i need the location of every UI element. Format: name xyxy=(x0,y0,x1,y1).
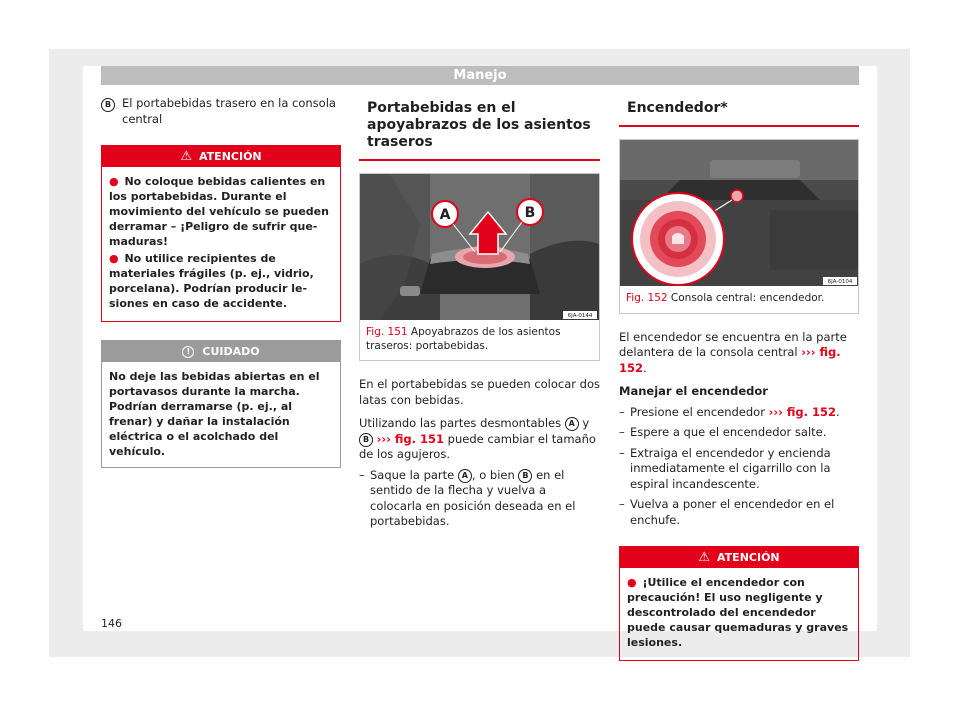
figure-caption: Fig. 152 Consola central: encendedor. xyxy=(626,292,825,304)
column-3 xyxy=(619,96,859,661)
figure-151 xyxy=(359,173,600,361)
step-item: – Extraiga el encendedor y encienda inmediatamente el cigarrillo con la espiral incandescente. xyxy=(619,445,831,491)
badge-b: B xyxy=(359,433,373,447)
badge-b: B xyxy=(518,469,532,483)
warning-title: ATENCIÓN xyxy=(717,551,780,564)
caution-header xyxy=(102,341,340,362)
figure-link[interactable]: ››› fig. 152 xyxy=(768,404,836,419)
warning-box xyxy=(101,145,341,322)
badge-a: A xyxy=(458,469,472,483)
step-item: – Presione el encendedor ››› fig. 152. xyxy=(619,404,840,419)
paragraph: Utilizando las partes desmontables A y B ››› fig. 151 puede cambiar el tamaño de los agujeros. xyxy=(359,416,596,461)
warning-icon: ⚠ xyxy=(180,149,193,164)
warning-header xyxy=(102,146,340,167)
caution-box xyxy=(101,340,341,468)
warning-body xyxy=(102,167,340,321)
figure-number: Fig. 151 xyxy=(366,326,408,338)
warning-icon: ⚠ xyxy=(698,550,711,565)
callout-b: B xyxy=(524,205,536,221)
warning-title: ATENCIÓN xyxy=(199,150,262,163)
armrest-photo xyxy=(360,174,599,320)
page-number: 146 xyxy=(101,617,122,630)
info-icon: ! xyxy=(182,346,194,358)
callout-a: A xyxy=(439,207,451,223)
figure-link[interactable]: ››› fig. 151 xyxy=(376,431,445,446)
figure-number: Fig. 152 xyxy=(626,292,668,304)
chapter-header: Manejo xyxy=(101,66,859,85)
paragraph: El encendedor se encuentra en la parte delantera de la consola central ››› fig. 152. xyxy=(619,329,847,375)
section-title-cupholder: Portabebidas en el apoyabrazos de los asientos traseros xyxy=(359,96,600,161)
item-b xyxy=(101,96,341,127)
item-b-text: El portabebidas trasero en la consola central xyxy=(122,96,336,126)
badge-a: A xyxy=(565,417,579,431)
badge-b: B xyxy=(101,98,115,112)
warning-body xyxy=(620,568,858,660)
bullet-icon: ● xyxy=(109,175,119,188)
step-item: – Vuelva a poner el encendedor en el enchufe. xyxy=(619,497,835,527)
column-1 xyxy=(101,96,341,468)
caution-title: CUIDADO xyxy=(202,344,260,358)
bullet-icon: ● xyxy=(627,576,637,589)
lighter-photo xyxy=(620,140,858,286)
figure-152 xyxy=(619,139,859,314)
warning-item: ● No utilice recipientes de materiales frágiles (p. ej., vidrio, porcelana). Podrían producir lesiones en caso de accidente. xyxy=(109,252,314,310)
step-item: – Espere a que el encendedor salte. xyxy=(619,425,827,439)
subheading: Manejar el encendedor xyxy=(619,384,768,398)
figure-link[interactable]: ››› fig. 152 xyxy=(619,345,841,375)
warning-item: ● No coloque bebidas calientes en los portabebidas. Durante el movimiento del vehículo se pueden derramar – ¡Peligro de sufrir quemaduras! xyxy=(109,175,329,248)
figure-code: 6JA-0144 xyxy=(567,313,593,319)
caution-body: No deje las bebidas abiertas en el portavasos durante la marcha. Podrían derramarse (p. ej., al frenar) y dañar la instalación eléctrica o el acolchado del vehículo. xyxy=(109,370,320,458)
warning-item: ● ¡Utilice el encendedor con precaución! El uso negligente y descontrolado del encendedor puede causar quemaduras y graves lesiones. xyxy=(627,576,849,649)
bullet-icon: ● xyxy=(109,252,119,265)
paragraph: En el portabebidas se pueden colocar dos latas con bebidas. xyxy=(359,377,600,407)
warning-box xyxy=(619,546,859,661)
section-title-lighter: Encendedor* xyxy=(619,96,859,127)
column-2 xyxy=(359,96,600,530)
step-item: – Saque la parte A , o bien B en el sentido de la flecha y vuelva a colocarla en posición deseada en el portabebidas. xyxy=(359,467,576,528)
warning-header xyxy=(620,547,858,568)
figure-caption: Fig. 151 Apoyabrazos de los asientos traseros: portabebidas. xyxy=(366,326,561,352)
figure-code: 6JA-0104 xyxy=(827,279,853,285)
